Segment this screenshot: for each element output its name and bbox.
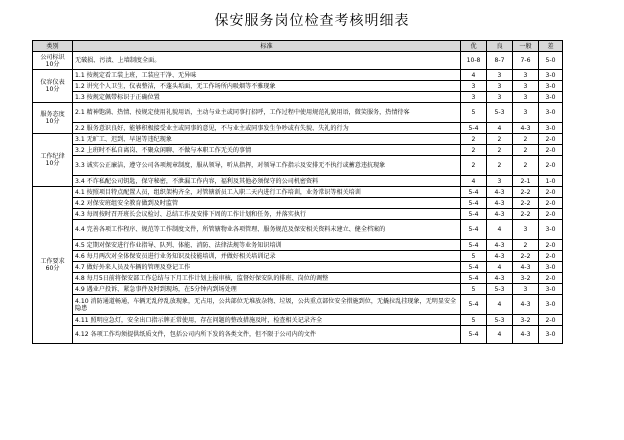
standard-cell: 4.3 每周按时召开班长会议检讨、总结工作及安排下周的工作计划和任务，并落实执行 (73, 209, 461, 220)
standard-cell: 3.3 诚实公正廉洁，遵守公司各项规章制度，服从领导，听从指挥，对领导工作指示及安排无不执行或蓄意违抗现象 (73, 156, 461, 176)
average-score-cell: 2 (513, 240, 539, 251)
standard-cell: 4.9 遇业户投诉、紧急事件及时到现场，在5分钟内到场处理 (73, 284, 461, 295)
average-score-cell: 2 (513, 145, 539, 156)
good-score-cell: 3 (487, 81, 513, 92)
good-score-cell: 3 (487, 92, 513, 103)
excellent-score-cell: 5 (461, 103, 487, 123)
standard-cell: 4.12 各项工作均须提供纸质文件，包括公司内所下发的各类文件，但不限于公司内的文件 (73, 326, 461, 344)
standard-cell: 4.5 定期对保安进行作业指导、队列、体能、消防、法律法规等业务知识培训 (73, 240, 461, 251)
poor-score-cell: 2-0 (539, 145, 563, 156)
table-row (33, 209, 563, 220)
average-score-cell: 3 (513, 103, 539, 123)
standard-cell: 4.2 对保安班组安全教育做到及时监管 (73, 198, 461, 209)
excellent-score-cell: 4 (461, 70, 487, 81)
excellent-score-cell: 2 (461, 134, 487, 145)
good-score-cell: 4 (487, 220, 513, 240)
header-excellent: 优 (461, 41, 487, 52)
average-score-cell: 2 (513, 134, 539, 145)
average-score-cell: 4-3 (513, 262, 539, 273)
excellent-score-cell: 5-4 (461, 240, 487, 251)
standard-cell: 4.8 每月5日前将保安部工作总结与下月工作计划上报审核，监督好保安队的排班、岗位的调整 (73, 273, 461, 284)
page-title: 保安服务岗位检查考核明细表 (214, 13, 410, 29)
average-score-cell: 2-2 (513, 251, 539, 262)
poor-score-cell: 3-0 (539, 70, 563, 81)
table-row (33, 273, 563, 284)
standard-cell: 3.4 不诈私配公司钥匙，保守秘密，不泄漏工作内容，福利及其他必须保守的公司机密资料 (73, 176, 461, 187)
poor-score-cell: 2-0 (539, 156, 563, 176)
category-cell: 公司标识 10分 (33, 52, 73, 70)
good-score-cell: 5-3 (487, 103, 513, 123)
average-score-cell: 4-3 (513, 123, 539, 134)
standard-cell: 2.1 精神饱满、热情、按规定使用礼貌用语，主动与业主或同事打招呼，工作过程中使用规范礼貌用语，微笑服务，热情待客 (73, 103, 461, 123)
table-row (33, 262, 563, 273)
good-score-cell: 4-3 (487, 209, 513, 220)
good-score-cell: 4-3 (487, 240, 513, 251)
average-score-cell: 4-3 (513, 295, 539, 315)
good-score-cell: 3 (487, 70, 513, 81)
category-cell: 工作纪律 10分 (33, 134, 73, 187)
good-score-cell: 3 (487, 176, 513, 187)
excellent-score-cell: 5-4 (461, 262, 487, 273)
poor-score-cell: 3-0 (539, 92, 563, 103)
table-row (33, 315, 563, 326)
standard-cell: 4.7 做好外来人员及车辆的管理及登记工作 (73, 262, 461, 273)
table-row (33, 187, 563, 198)
poor-score-cell: 2-0 (539, 134, 563, 145)
standard-cell: 1.2 讲究个人卫生，仪表整洁，不蓬头垢面，无工作场所内吸烟等不雅现象 (73, 81, 461, 92)
category-cell: 仪容仪表 10分 (33, 70, 73, 103)
poor-score-cell: 2-0 (539, 273, 563, 284)
table-row (33, 251, 563, 262)
average-score-cell: 7-6 (513, 52, 539, 70)
assessment-table (32, 40, 563, 344)
poor-score-cell: 3-0 (539, 103, 563, 123)
good-score-cell: 2 (487, 145, 513, 156)
poor-score-cell: 3-0 (539, 295, 563, 315)
average-score-cell: 2-2 (513, 209, 539, 220)
table-header-row (33, 41, 563, 52)
good-score-cell: 4-3 (487, 273, 513, 284)
average-score-cell: 3-2 (513, 315, 539, 326)
table-row (33, 220, 563, 240)
category-cell: 服务态度 10分 (33, 103, 73, 134)
poor-score-cell: 2-0 (539, 198, 563, 209)
excellent-score-cell: 5-4 (461, 220, 487, 240)
average-score-cell: 4-3 (513, 326, 539, 344)
poor-score-cell: 2-0 (539, 251, 563, 262)
excellent-score-cell: 3 (461, 92, 487, 103)
excellent-score-cell: 2 (461, 145, 487, 156)
excellent-score-cell: 5-4 (461, 326, 487, 344)
table-row (33, 156, 563, 176)
good-score-cell: 4 (487, 295, 513, 315)
good-score-cell: 5-3 (487, 315, 513, 326)
good-score-cell: 4-3 (487, 251, 513, 262)
standard-cell: 4.11 照明应急灯，安全出口指示牌正常使用，存在问题的整改措施及时，检查相关记录齐全 (73, 315, 461, 326)
standard-cell: 4.4 完善各项工作程序、规范等工作制度文件，所管辖物业各项管理、服务规范及保安相关资料未建立、健全档案的 (73, 220, 461, 240)
standard-cell: 1.1 按规定看工装上班，工装应干净、无异味 (73, 70, 461, 81)
table-row (33, 240, 563, 251)
table-row (33, 103, 563, 123)
table-row (33, 198, 563, 209)
good-score-cell: 4 (487, 262, 513, 273)
excellent-score-cell: 3 (461, 81, 487, 92)
excellent-score-cell: 5-4 (461, 209, 487, 220)
poor-score-cell: 1-0 (539, 176, 563, 187)
average-score-cell: 3 (513, 81, 539, 92)
excellent-score-cell: 5 (461, 284, 487, 295)
average-score-cell: 3 (513, 284, 539, 295)
excellent-score-cell: 4 (461, 176, 487, 187)
average-score-cell: 2-2 (513, 187, 539, 198)
standard-cell: 1.3 按规定佩带标识于正确位置 (73, 92, 461, 103)
table-row (33, 326, 563, 344)
poor-score-cell: 3-0 (539, 284, 563, 295)
poor-score-cell: 3-0 (539, 123, 563, 134)
good-score-cell: 2 (487, 134, 513, 145)
good-score-cell: 4-3 (487, 198, 513, 209)
average-score-cell: 3 (513, 70, 539, 81)
header-average: 一般 (513, 41, 539, 52)
standard-cell: 4.6 每月两次对全体保安员进行业务知识及技能培训，并做好相关培训记录 (73, 251, 461, 262)
excellent-score-cell: 5 (461, 251, 487, 262)
table-row (33, 284, 563, 295)
standard-cell: 3.2 上班时不私自离岗、不聚众闲聊、不做与本职工作无关的事情 (73, 145, 461, 156)
average-score-cell: 3 (513, 220, 539, 240)
poor-score-cell: 5-0 (539, 52, 563, 70)
excellent-score-cell: 5 (461, 315, 487, 326)
header-poor: 差 (539, 41, 563, 52)
standard-cell: 4.10 消防通道畅通，车辆无乱停乱放现象，无占用，公共部位无堆放杂物、垃圾，公共重点部位安全措施到位，无撬拉乱挂现象，无明显安全隐患 (73, 295, 461, 315)
poor-score-cell: 3-0 (539, 220, 563, 240)
header-good: 良 (487, 41, 513, 52)
table-row (33, 123, 563, 134)
excellent-score-cell: 5-4 (461, 273, 487, 284)
excellent-score-cell: 5-4 (461, 187, 487, 198)
standard-cell: 3.1 无旷工、迟到、早退等违纪现象 (73, 134, 461, 145)
table-row (33, 134, 563, 145)
average-score-cell: 3-2 (513, 273, 539, 284)
good-score-cell: 4 (487, 123, 513, 134)
poor-score-cell: 2-0 (539, 187, 563, 198)
poor-score-cell: 3-0 (539, 326, 563, 344)
poor-score-cell: 2-0 (539, 240, 563, 251)
average-score-cell: 2 (513, 156, 539, 176)
excellent-score-cell: 2 (461, 156, 487, 176)
good-score-cell: 8-7 (487, 52, 513, 70)
table-row (33, 81, 563, 92)
average-score-cell: 3 (513, 92, 539, 103)
header-category: 类别 (33, 41, 73, 52)
good-score-cell: 2 (487, 156, 513, 176)
excellent-score-cell: 5-4 (461, 295, 487, 315)
standard-cell: 2.2 服务意识良好，能够积极接受业主或同事的意见，不与业主或同事发生争吵或有失貌、失礼的行为 (73, 123, 461, 134)
good-score-cell: 4 (487, 326, 513, 344)
good-score-cell: 5-3 (487, 284, 513, 295)
header-standard: 标准 (73, 41, 461, 52)
table-row (33, 176, 563, 187)
table-row (33, 52, 563, 70)
poor-score-cell: 2-0 (539, 315, 563, 326)
standard-cell: 无破损、污渍、上墙制度全面。 (73, 52, 461, 70)
excellent-score-cell: 5-4 (461, 123, 487, 134)
table-row (33, 145, 563, 156)
poor-score-cell: 3-0 (539, 81, 563, 92)
excellent-score-cell: 10-8 (461, 52, 487, 70)
average-score-cell: 2-1 (513, 176, 539, 187)
excellent-score-cell: 5-4 (461, 198, 487, 209)
category-cell: 工作要求 60分 (33, 187, 73, 344)
table-row (33, 92, 563, 103)
poor-score-cell: 3-0 (539, 262, 563, 273)
table-row (33, 70, 563, 81)
table-row (33, 295, 563, 315)
standard-cell: 4.1 按照项目特点配置人员，组织架构齐全，对管辖新员工入职二天内进行工作培训，业务常识等相关培训 (73, 187, 461, 198)
good-score-cell: 4-3 (487, 187, 513, 198)
average-score-cell: 2-2 (513, 198, 539, 209)
poor-score-cell: 2-0 (539, 209, 563, 220)
